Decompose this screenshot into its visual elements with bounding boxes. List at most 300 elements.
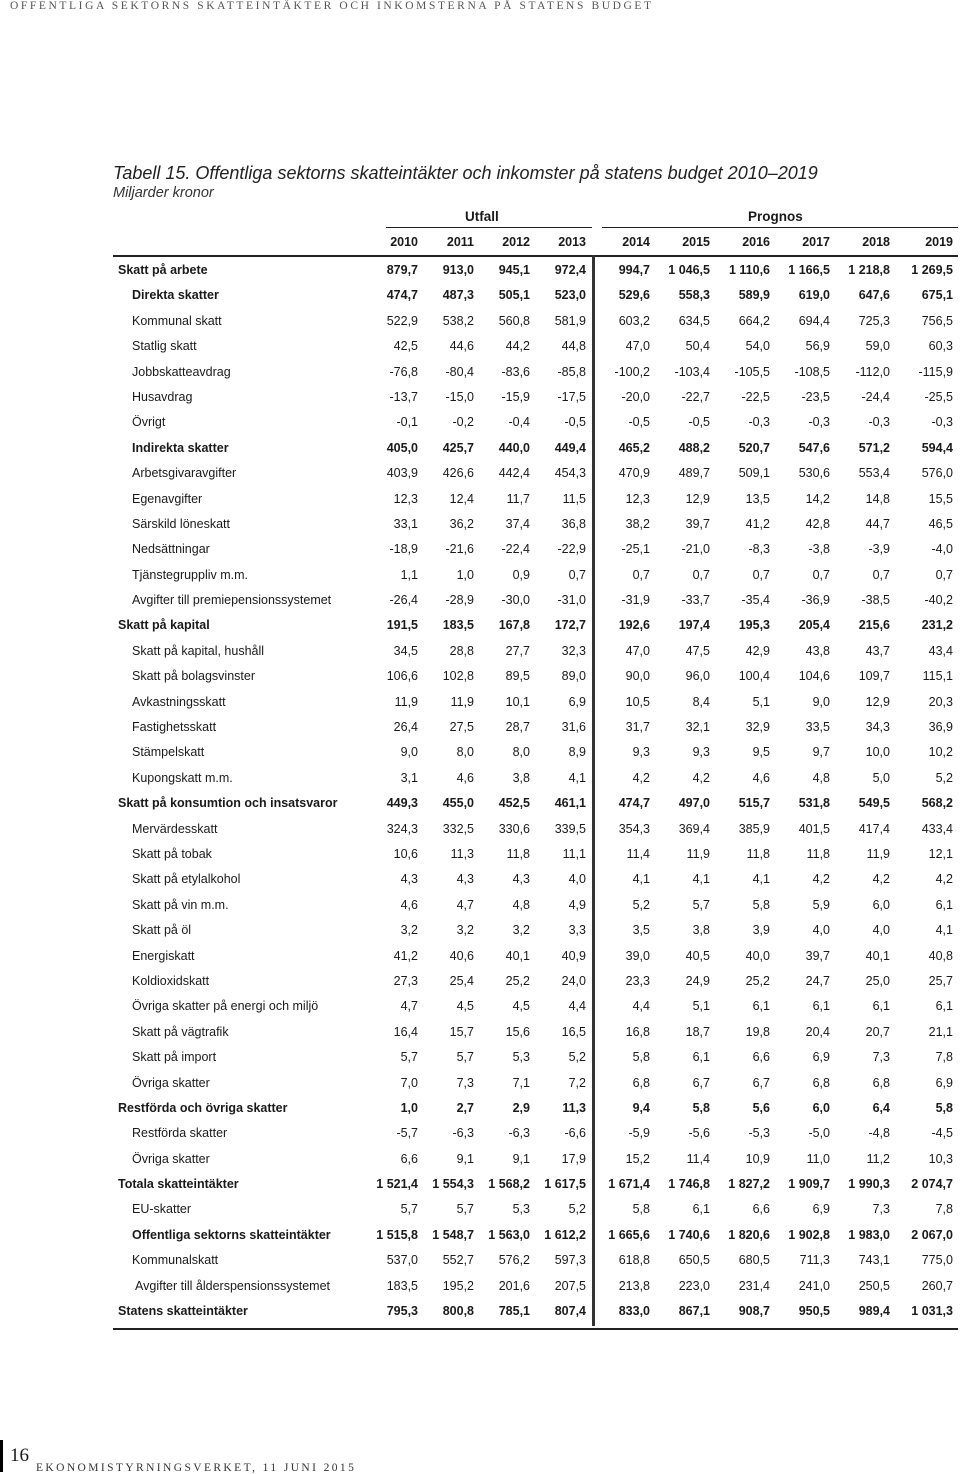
cell-2014: 31,7 [625, 720, 650, 735]
cell-2013: 523,0 [554, 288, 586, 303]
cell-2016: 1 827,2 [728, 1177, 770, 1192]
cell-2019: -25,5 [924, 389, 953, 404]
cell-2017: 1 166,5 [788, 263, 830, 277]
cell-2016: 42,9 [745, 643, 770, 658]
cell-2015: 18,7 [685, 1024, 710, 1039]
cell-2014: 4,1 [632, 872, 650, 887]
year-header-2015: 2015 [682, 235, 710, 249]
cell-2019: 1 031,3 [911, 1304, 953, 1319]
row-label: Skatt på kapital, hushåll [132, 643, 265, 658]
cell-2014: 0,7 [632, 567, 650, 582]
row-label: Skatt på etylalkohol [132, 872, 241, 887]
cell-2016: 6,7 [752, 1075, 770, 1090]
cell-2013: 16,5 [561, 1024, 586, 1039]
cell-2018: 6,4 [872, 1100, 890, 1115]
year-header-2014: 2014 [622, 235, 650, 249]
cell-2016: 4,1 [752, 872, 770, 887]
cell-2019: 4,1 [935, 923, 953, 938]
cell-2010: 10,6 [393, 846, 418, 861]
cell-2013: 207,5 [554, 1278, 586, 1293]
table-row [0, 919, 960, 944]
row-label: Skatt på öl [132, 923, 192, 938]
cell-2010: 7,0 [400, 1075, 418, 1090]
cell-2010: 474,7 [386, 288, 418, 303]
cell-2010: 5,7 [400, 1050, 418, 1065]
cell-2017: 6,8 [812, 1075, 830, 1090]
cell-2011: 552,7 [442, 1253, 474, 1268]
cell-2013: 4,4 [568, 999, 586, 1014]
cell-2012: -6,3 [508, 1126, 530, 1141]
cell-2010: 191,5 [386, 618, 418, 633]
cell-2013: 454,3 [554, 466, 586, 481]
table-row [0, 513, 960, 538]
cell-2011: 102,8 [442, 669, 474, 684]
cell-2013: -22,9 [557, 542, 586, 557]
cell-2011: 1,0 [456, 567, 474, 582]
cell-2016: -22,5 [741, 389, 770, 404]
table-row [0, 488, 960, 513]
cell-2011: -80,4 [445, 364, 474, 379]
table-row [0, 691, 960, 716]
cell-2018: -112,0 [855, 364, 890, 379]
cell-2016: 520,7 [738, 440, 770, 455]
cell-2017: 711,3 [799, 1253, 830, 1268]
cell-2019: 2 074,7 [911, 1177, 953, 1192]
cell-2011: 1 548,7 [432, 1227, 474, 1242]
table-row [0, 1224, 960, 1249]
cell-2013: 44,8 [561, 339, 586, 354]
cell-2016: 195,3 [738, 618, 770, 633]
cell-2018: 250,5 [858, 1278, 890, 1293]
cell-2010: 5,7 [400, 1202, 418, 1217]
cell-2010: 4,6 [400, 897, 418, 912]
cell-2017: -3,8 [808, 542, 830, 557]
cell-2018: 11,9 [866, 846, 890, 861]
cell-2017: 43,8 [805, 643, 830, 658]
cell-2010: 522,9 [386, 313, 418, 328]
cell-2013: 36,8 [561, 516, 586, 531]
group-label-prognos: Prognos [748, 209, 803, 224]
cell-2012: 1 568,2 [488, 1177, 530, 1192]
row-label: Skatt på arbete [118, 263, 208, 277]
cell-2016: -5,3 [748, 1126, 770, 1141]
table-row [0, 1300, 960, 1325]
cell-2012: 4,8 [512, 897, 530, 912]
table-body [0, 259, 960, 1325]
cell-2017: 6,1 [812, 999, 830, 1014]
cell-2017: 4,8 [812, 770, 830, 785]
cell-2016: 54,0 [745, 339, 770, 354]
cell-2013: 4,9 [568, 897, 586, 912]
cell-2019: 40,8 [928, 948, 953, 963]
cell-2019: -4,0 [931, 542, 953, 557]
cell-2014: -100,2 [614, 364, 650, 379]
cell-2015: 867,1 [678, 1304, 710, 1319]
cell-2013: -0,5 [564, 415, 586, 430]
cell-2016: 515,7 [738, 796, 770, 811]
cell-2012: 167,8 [498, 618, 530, 633]
cell-2015: 5,1 [692, 999, 710, 1014]
cell-2012: 28,7 [505, 720, 530, 735]
cell-2017: 56,9 [805, 339, 830, 354]
cell-2014: -0,5 [628, 415, 650, 430]
cell-2014: 16,8 [625, 1024, 650, 1039]
cell-2011: 9,1 [456, 1151, 474, 1166]
cell-2015: -5,6 [688, 1126, 710, 1141]
cell-2012: 11,7 [506, 491, 530, 506]
cell-2015: 6,1 [692, 1202, 710, 1217]
cell-2014: 90,0 [625, 669, 650, 684]
cell-2010: 1 521,4 [376, 1177, 418, 1192]
cell-2012: 4,3 [512, 872, 530, 887]
row-label: Kupongskatt m.m. [132, 770, 233, 785]
cell-2014: 3,5 [632, 923, 650, 938]
cell-2014: -5,9 [628, 1126, 650, 1141]
cell-2019: 6,1 [935, 897, 953, 912]
cell-2017: 5,9 [812, 897, 830, 912]
table-row [0, 1249, 960, 1274]
cell-2011: 2,7 [456, 1100, 474, 1115]
table-row [0, 894, 960, 919]
cell-2018: 215,6 [858, 618, 890, 633]
cell-2012: 37,4 [505, 516, 530, 531]
cell-2014: 12,3 [625, 491, 650, 506]
cell-2016: 13,5 [745, 491, 770, 506]
cell-2015: 488,2 [678, 440, 710, 455]
cell-2012: 9,1 [512, 1151, 530, 1166]
cell-2018: 59,0 [865, 339, 890, 354]
group-underline-utfall [386, 227, 592, 228]
cell-2012: 8,0 [512, 745, 530, 760]
cell-2017: 6,9 [812, 1202, 830, 1217]
cell-2016: 6,1 [752, 999, 770, 1014]
cell-2012: 27,7 [505, 643, 530, 658]
row-label: Husavdrag [132, 389, 193, 404]
cell-2017: 11,8 [806, 846, 830, 861]
row-label: Övrigt [132, 415, 166, 430]
cell-2012: 25,2 [505, 973, 530, 988]
table-row [0, 640, 960, 665]
cell-2017: 694,4 [798, 313, 830, 328]
cell-2016: 509,1 [738, 466, 770, 481]
cell-2016: 5,1 [752, 694, 770, 709]
cell-2010: -26,4 [389, 593, 418, 608]
cell-2013: 11,1 [562, 846, 586, 861]
cell-2012: 452,5 [498, 796, 530, 811]
cell-2011: 4,3 [456, 872, 474, 887]
table-row [0, 259, 960, 284]
cell-2015: 50,4 [685, 339, 710, 354]
cell-2017: 241,0 [798, 1278, 830, 1293]
row-label: Fastighetsskatt [132, 720, 217, 735]
cell-2013: 1 612,2 [544, 1227, 586, 1242]
cell-2019: 756,5 [921, 313, 953, 328]
cell-2019: 2 067,0 [911, 1227, 953, 1242]
row-label: Offentliga sektorns skatteintäkter [132, 1227, 331, 1242]
cell-2019: 5,2 [935, 770, 953, 785]
cell-2013: 807,4 [554, 1304, 586, 1319]
cell-2011: 183,5 [442, 618, 474, 633]
cell-2017: 1 902,8 [788, 1227, 830, 1242]
cell-2010: 403,9 [386, 466, 418, 481]
table-row [0, 818, 960, 843]
cell-2016: 9,5 [752, 745, 770, 760]
cell-2016: -0,3 [748, 415, 770, 430]
cell-2014: -25,1 [621, 542, 650, 557]
cell-2017: 950,5 [798, 1304, 830, 1319]
cell-2019: -0,3 [931, 415, 953, 430]
cell-2012: 3,8 [512, 770, 530, 785]
cell-2015: 40,5 [685, 948, 710, 963]
row-label: Skatt på bolagsvinster [132, 669, 255, 684]
cell-2014: 23,3 [625, 973, 650, 988]
cell-2011: 1 554,3 [432, 1177, 474, 1192]
cell-2015: 4,2 [692, 770, 710, 785]
cell-2012: 442,4 [498, 466, 530, 481]
cell-2018: 14,8 [865, 491, 890, 506]
cell-2010: 6,6 [400, 1151, 418, 1166]
cell-2011: 426,6 [442, 466, 474, 481]
row-label: Statens skatteintäkter [118, 1304, 248, 1319]
cell-2010: 42,5 [393, 339, 418, 354]
cell-2018: 6,0 [872, 897, 890, 912]
table-row [0, 1046, 960, 1071]
cell-2014: 9,4 [632, 1100, 650, 1115]
year-header-2019: 2019 [925, 235, 953, 249]
cell-2011: 27,5 [449, 720, 474, 735]
cell-2017: 14,2 [805, 491, 830, 506]
cell-2013: 11,5 [562, 491, 586, 506]
cell-2019: 25,7 [928, 973, 953, 988]
cell-2014: 9,3 [632, 745, 650, 760]
table-row [0, 564, 960, 589]
cell-2011: -28,9 [445, 593, 474, 608]
cell-2014: 4,4 [632, 999, 650, 1014]
cell-2017: -0,3 [808, 415, 830, 430]
cell-2014: 39,0 [625, 948, 650, 963]
table-row [0, 970, 960, 995]
cell-2014: 1 665,6 [608, 1227, 650, 1242]
cell-2015: 5,7 [692, 897, 710, 912]
cell-2014: -20,0 [621, 389, 650, 404]
cell-2015: 489,7 [678, 466, 710, 481]
row-label: Arbetsgivaravgifter [132, 466, 237, 481]
row-label: Skatt på kapital [118, 618, 210, 633]
group-label-utfall: Utfall [465, 209, 499, 224]
cell-2010: 4,3 [400, 872, 418, 887]
year-header-2016: 2016 [742, 235, 770, 249]
cell-2014: 4,2 [632, 770, 650, 785]
cell-2015: 3,8 [692, 923, 710, 938]
cell-2016: 5,8 [752, 897, 770, 912]
cell-2015: 47,5 [685, 643, 710, 658]
cell-2012: 4,5 [512, 999, 530, 1014]
cell-2011: 455,0 [442, 796, 474, 811]
cell-2019: 12,1 [928, 846, 953, 861]
cell-2018: 40,1 [865, 948, 890, 963]
cell-2011: 40,6 [449, 948, 474, 963]
cell-2012: 201,6 [498, 1278, 530, 1293]
cell-2017: 205,4 [798, 618, 830, 633]
cell-2015: 634,5 [678, 313, 710, 328]
cell-2018: 20,7 [865, 1024, 890, 1039]
cell-2018: 417,4 [858, 821, 890, 836]
cell-2014: 11,4 [626, 846, 650, 861]
cell-2019: 7,8 [935, 1202, 953, 1217]
cell-2013: 4,0 [568, 872, 586, 887]
cell-2010: 27,3 [393, 973, 418, 988]
cell-2011: 332,5 [442, 821, 474, 836]
cell-2014: 47,0 [625, 339, 650, 354]
year-header-2011: 2011 [446, 235, 474, 249]
cell-2017: 104,6 [798, 669, 830, 684]
cell-2018: 743,1 [858, 1253, 890, 1268]
cell-2017: 530,6 [798, 466, 830, 481]
cell-2014: 354,3 [618, 821, 650, 836]
cell-2018: 553,4 [858, 466, 890, 481]
row-label: Kommunalskatt [132, 1253, 219, 1268]
table-row [0, 1148, 960, 1173]
group-underline-prognos [602, 227, 958, 228]
cell-2019: 10,2 [928, 745, 953, 760]
cell-2010: 9,0 [400, 745, 418, 760]
cell-2015: 6,7 [692, 1075, 710, 1090]
cell-2019: 568,2 [921, 796, 953, 811]
row-label: Energiskatt [132, 948, 195, 963]
cell-2013: 972,4 [554, 263, 586, 277]
cell-2011: 425,7 [442, 440, 474, 455]
page-number: 16 [10, 1445, 29, 1466]
cell-2013: 461,1 [554, 796, 586, 811]
year-header-2013: 2013 [558, 235, 586, 249]
row-label: Skatt på vin m.m. [132, 897, 229, 912]
table-row [0, 1122, 960, 1147]
table-row [0, 995, 960, 1020]
cell-2015: 1 740,6 [668, 1227, 710, 1242]
cell-2019: 433,4 [921, 821, 953, 836]
cell-2016: 3,9 [752, 923, 770, 938]
cell-2016: 6,6 [752, 1050, 770, 1065]
row-label: Skatt på import [132, 1050, 217, 1065]
cell-2010: 4,7 [400, 999, 418, 1014]
cell-2015: 11,4 [686, 1151, 710, 1166]
row-label: Övriga skatter [132, 1151, 210, 1166]
cell-2012: 560,8 [498, 313, 530, 328]
cell-2018: 34,3 [865, 720, 890, 735]
cell-2013: 6,9 [568, 694, 586, 709]
cell-2011: 195,2 [442, 1278, 474, 1293]
cell-2016: 5,6 [752, 1100, 770, 1115]
cell-2017: 9,7 [812, 745, 830, 760]
cell-2016: 6,6 [752, 1202, 770, 1217]
cell-2012: 0,9 [512, 567, 530, 582]
cell-2013: 89,0 [561, 669, 586, 684]
cell-2012: -83,6 [501, 364, 530, 379]
row-label: Direkta skatter [132, 288, 219, 303]
cell-2018: 647,6 [858, 288, 890, 303]
cell-2016: 0,7 [752, 567, 770, 582]
cell-2018: 989,4 [858, 1304, 890, 1319]
row-label: Mervärdesskatt [132, 821, 218, 836]
cell-2018: 25,0 [865, 973, 890, 988]
cell-2018: 1 983,0 [848, 1227, 890, 1242]
cell-2011: 7,3 [456, 1075, 474, 1090]
cell-2019: 15,5 [928, 491, 953, 506]
cell-2010: 324,3 [386, 821, 418, 836]
cell-2019: 231,2 [921, 618, 953, 633]
row-label: Jobbskatteavdrag [132, 364, 231, 379]
table-row [0, 945, 960, 970]
cell-2012: 2,9 [512, 1100, 530, 1115]
table-row [0, 386, 960, 411]
cell-2015: 497,0 [678, 796, 710, 811]
cell-2015: 6,1 [692, 1050, 710, 1065]
cell-2015: 39,7 [685, 516, 710, 531]
cell-2016: 231,4 [738, 1278, 770, 1293]
row-label: Indirekta skatter [132, 440, 229, 455]
cell-2014: 192,6 [618, 618, 650, 633]
row-label: Skatt på tobak [132, 846, 212, 861]
cell-2013: 0,7 [568, 567, 586, 582]
cell-2014: 833,0 [618, 1304, 650, 1319]
cell-2019: 60,3 [928, 339, 953, 354]
cell-2014: 6,8 [632, 1075, 650, 1090]
cell-2015: -21,0 [681, 542, 710, 557]
cell-2013: 40,9 [561, 948, 586, 963]
cell-2010: -76,8 [389, 364, 418, 379]
row-label: Kommunal skatt [132, 313, 222, 328]
table-row [0, 310, 960, 335]
table-row [0, 411, 960, 436]
cell-2017: 11,0 [806, 1151, 830, 1166]
cell-2019: 775,0 [921, 1253, 953, 1268]
cell-2015: 650,5 [678, 1253, 710, 1268]
cell-2010: 3,2 [400, 923, 418, 938]
cell-2011: -15,0 [445, 389, 474, 404]
cell-2013: 4,1 [568, 770, 586, 785]
table-row [0, 1072, 960, 1097]
table-row [0, 1198, 960, 1223]
cell-2015: 223,0 [678, 1278, 710, 1293]
cell-2019: 576,0 [921, 466, 953, 481]
cell-2011: 4,6 [456, 770, 474, 785]
cell-2016: -35,4 [741, 593, 770, 608]
cell-2014: 47,0 [625, 643, 650, 658]
row-label: Totala skatteintäkter [118, 1177, 239, 1192]
cell-2015: 12,9 [685, 491, 710, 506]
cell-2010: 26,4 [393, 720, 418, 735]
cell-2012: 10,1 [505, 694, 530, 709]
cell-2015: 197,4 [678, 618, 710, 633]
cell-2010: 16,4 [393, 1024, 418, 1039]
cell-2011: 36,2 [449, 516, 474, 531]
cell-2012: 5,3 [512, 1202, 530, 1217]
cell-2017: -23,5 [801, 389, 830, 404]
cell-2011: 11,3 [450, 846, 474, 861]
cell-2011: 44,6 [449, 339, 474, 354]
cell-2012: 5,3 [512, 1050, 530, 1065]
table-row [0, 335, 960, 360]
cell-2018: 44,7 [865, 516, 890, 531]
year-header-2010: 2010 [390, 235, 418, 249]
cell-2019: 7,8 [935, 1050, 953, 1065]
row-label: Tjänstegruppliv m.m. [132, 567, 249, 582]
cell-2016: 385,9 [738, 821, 770, 836]
cell-2014: 38,2 [625, 516, 650, 531]
cell-2014: 213,8 [618, 1278, 650, 1293]
cell-2019: 10,3 [928, 1151, 953, 1166]
cell-2012: 785,1 [498, 1304, 530, 1319]
